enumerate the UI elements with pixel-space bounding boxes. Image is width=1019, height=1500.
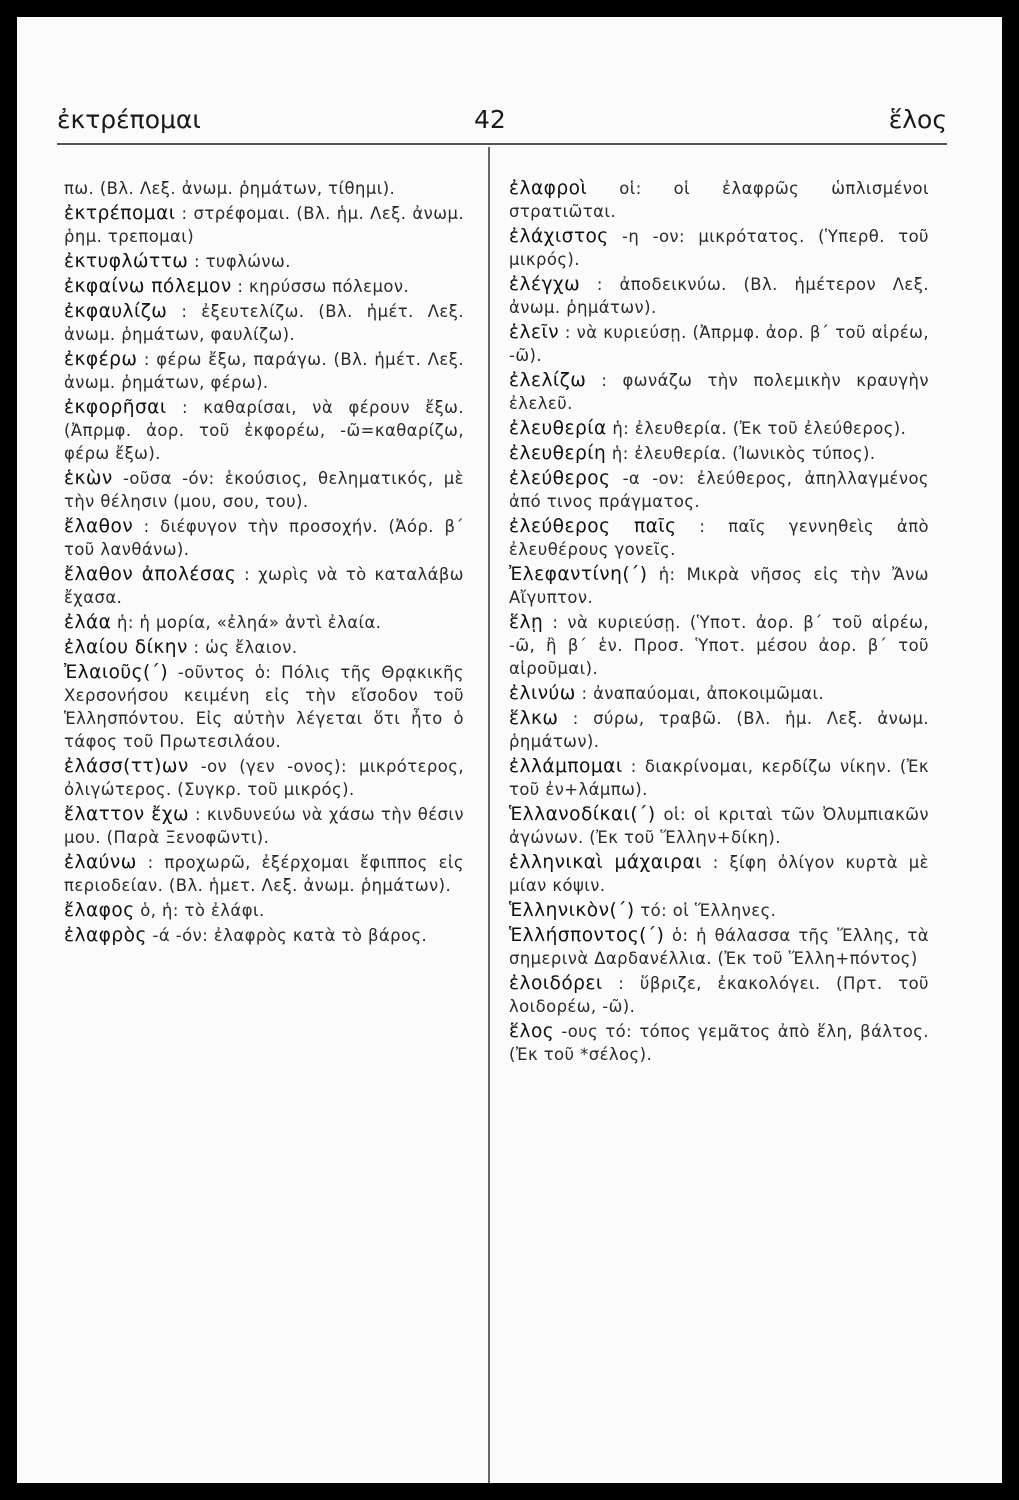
entry-headword: ἐλινύω — [509, 683, 576, 704]
entry-headword: ἐλάχιστος — [509, 226, 609, 247]
entry-headword: ἐλάα — [64, 612, 112, 633]
entry-headword: ἐλεύθερος — [509, 468, 611, 489]
entry-definition: : διέφυγον τὴν προσοχήν. (Ἀόρ. β΄ τοῦ λανθάνω). — [64, 517, 464, 559]
entry-definition: : ἀποδεικνύω. (Βλ. ἡμέτερον Λεξ. ἀνωμ. ῥημάτων). — [509, 275, 929, 317]
dictionary-entry — [509, 321, 929, 367]
entry-headword: ἐλευθερία — [509, 418, 607, 439]
dictionary-page — [17, 17, 1002, 1483]
entry-definition: : καθαρίσαι, νὰ φέρουν ἔξω. (Ἀπρμφ. ἀορ. τοῦ ἐκφορέω, -ῶ=καθαρίζω, φέρω ἔξω). — [64, 398, 464, 463]
entry-definition: -ά -όν: ἐλαφρὸς κατὰ τὸ βάρος. — [152, 926, 428, 945]
dictionary-entry — [64, 661, 464, 753]
entry-definition: -α -ον: ἐλεύθερος, ἀπηλλαγμένος ἀπό τινος πράγματος. — [509, 469, 929, 511]
entry-definition: -η -ον: μικρότατος. (Ὑπερθ. τοῦ μικρός). — [509, 227, 929, 269]
entry-headword: ἐλλάμπομαι — [509, 756, 623, 777]
entry-headword: ἐκφορῆσαι — [64, 397, 167, 418]
dictionary-entry — [509, 851, 929, 897]
entry-definition: τό: οἱ Ἕλληνες. — [640, 901, 777, 920]
entry-definition: : στρέφομαι. (Βλ. ἡμ. Λεξ. ἀνωμ. ῥημ. τρεπομαι) — [64, 204, 464, 246]
entry-headword: ἐκφαυλίζω — [64, 301, 168, 322]
entry-headword: ἐλελίζω — [509, 370, 587, 391]
entry-headword: ἐλαίου δίκην — [64, 637, 188, 658]
entry-headword: ἐκφαίνω πόλεμον — [64, 276, 232, 297]
entry-definition: ἡ: ἡ μορία, «ἐληά» ἀντὶ ἐλαία. — [117, 613, 382, 632]
entry-definition: οἱ: οἱ κριταὶ τῶν Ὀλυμπιακῶν ἀγώνων. (Ἐκ τοῦ Ἕλλην+δίκη). — [509, 805, 929, 847]
entry-headword: ἑλεῖν — [509, 322, 560, 343]
right-column — [509, 177, 929, 1068]
entry-headword: Ἑλλήσποντος(΄) — [509, 925, 665, 946]
header-rule — [57, 143, 947, 145]
entry-definition: πω. (Βλ. Λεξ. ἀνωμ. ῥημάτων, τίθημι). — [64, 179, 396, 198]
entry-definition: : ὡς ἔλαιον. — [193, 638, 298, 657]
entry-definition: ἡ: Μικρὰ νῆσος εἰς τὴν Ἄνω Αἴγυπτον. — [509, 565, 929, 607]
dictionary-entry — [64, 899, 464, 922]
dictionary-entry — [64, 803, 464, 849]
dictionary-entry — [509, 924, 929, 970]
entry-headword: ἐκτυφλώττω — [64, 251, 189, 272]
entry-definition: : παῖς γεννηθεὶς ἀπὸ ἐλευθέρους γονεῖς. — [509, 517, 929, 559]
dictionary-entry — [509, 273, 929, 319]
dictionary-entry — [509, 682, 929, 705]
dictionary-entry — [64, 348, 464, 394]
dictionary-entry — [509, 369, 929, 415]
entry-definition: : φέρω ἔξω, παράγω. (Βλ. ἡμέτ. Λεξ. ἀνωμ. ῥημάτων, φέρω). — [64, 350, 464, 392]
dictionary-entry — [509, 899, 929, 922]
dictionary-entry — [64, 300, 464, 346]
dictionary-entry — [64, 275, 464, 298]
entry-headword: ἐλαφροὶ — [509, 178, 588, 199]
entry-headword: ἔλαθον ἀπολέσας — [64, 564, 237, 585]
entry-definition: : φωνάζω τὴν πολεμικὴν κραυγὴν ἐλελεῦ. — [509, 371, 929, 413]
entry-definition: : νὰ κυριεύσῃ. (Ἀπρμφ. ἀορ. β΄ τοῦ αἱρέω, -ῶ). — [509, 323, 929, 365]
dictionary-entry — [64, 467, 464, 513]
entry-headword: Ἑλληνικὸν(΄) — [509, 900, 635, 921]
entry-headword: ἑλληνικαὶ μάχαιραι — [509, 852, 702, 873]
entry-headword: ἑκὼν — [64, 468, 113, 489]
entry-definition: : χωρὶς νὰ τὸ καταλάβω ἔχασα. — [64, 565, 464, 607]
dictionary-entry — [509, 1020, 929, 1066]
entry-definition: : ἐξευτελίζω. (Βλ. ἡμέτ. Λεξ. ἀνωμ. ῥημάτων, φαυλίζω). — [64, 302, 464, 344]
entry-definition: : νὰ κυριεύσῃ. (Ὑποτ. ἀορ. β΄ τοῦ αἱρέω, -ῶ, ἢ β΄ ἑν. Προσ. Ὑποτ. μέσου ἀορ. β΄ τοῦ αἱροῦμαι). — [509, 613, 929, 678]
entry-definition: οἱ: οἱ ἐλαφρῶς ὡπλισμένοι στρατιῶται. — [509, 179, 929, 221]
entry-headword: ἐλευθερίη — [509, 443, 607, 464]
entry-headword: ἔλαφος — [64, 900, 135, 921]
entry-definition: : σύρω, τραβῶ. (Βλ. ἡμ. Λεξ. ἀνωμ. ῥημάτων). — [509, 709, 929, 751]
entry-definition: : κινδυνεύω νὰ χάσω τὴν θέσιν μου. (Παρὰ Ξενοφῶντι). — [64, 805, 464, 847]
dictionary-entry — [64, 250, 464, 273]
entry-definition: : ὕβριζε, ἐκακολόγει. (Πρτ. τοῦ λοιδορέω, -ῶ). — [509, 974, 929, 1016]
entry-definition: ὁ: ἡ θάλασσα τῆς Ἕλλης, τὰ σημερινὰ Δαρδανέλλια. (Ἐκ τοῦ Ἕλλη+πόντος) — [509, 926, 929, 968]
dictionary-entry — [64, 755, 464, 801]
entry-headword: Ἑλλανοδίκαι(΄) — [509, 804, 656, 825]
entry-definition: : προχωρῶ, ἐξέρχομαι ἔφιππος εἰς περιοδείαν. (Βλ. ἡμετ. Λεξ. ἀνωμ. ῥημάτων). — [64, 853, 464, 895]
dictionary-entry — [509, 755, 929, 801]
entry-definition: ἡ: ἐλευθερία. (Ἰωνικὸς τύπος). — [611, 444, 876, 463]
dictionary-entry — [64, 396, 464, 465]
dictionary-entry — [509, 417, 929, 440]
entry-headword: ἐλοιδόρει — [509, 973, 603, 994]
dictionary-entry — [64, 202, 464, 248]
entry-headword: ἐλάσσ(ττ)ων — [64, 756, 189, 777]
page-header — [57, 105, 947, 145]
entry-definition: : τυφλώνω. — [193, 252, 291, 271]
dictionary-entry — [64, 177, 464, 200]
entry-headword: Ἐλεφαντίνη(΄) — [509, 564, 648, 585]
entry-headword: ἐλέγχω — [509, 274, 581, 295]
dictionary-entry — [64, 563, 464, 609]
entry-headword: ἕλκω — [509, 708, 559, 729]
dictionary-entry — [509, 563, 929, 609]
dictionary-entry — [64, 924, 464, 947]
dictionary-entry — [64, 515, 464, 561]
entry-definition: : ἀναπαύομαι, ἀποκοιμῶμαι. — [581, 684, 825, 703]
entry-definition: -οῦντος ὁ: Πόλις τῆς Θρᾳκικῆς Χερσονήσου κειμένη εἰς τὴν εἴσοδον τοῦ Ἑλλησπόντου. Εἰς αὐτὴν λέγεται ὅτι ἦτο ὁ τάφος τοῦ Πρωτεσιλάου. — [64, 663, 464, 751]
dictionary-entry — [64, 851, 464, 897]
dictionary-entry — [509, 972, 929, 1018]
entry-headword: ἐλαφρὸς — [64, 925, 147, 946]
column-divider — [488, 147, 490, 1483]
dictionary-entry — [509, 467, 929, 513]
entry-headword: ἕλος — [509, 1021, 555, 1042]
dictionary-entry — [509, 611, 929, 680]
entry-headword: ἕλῃ — [509, 612, 544, 633]
dictionary-entry — [64, 636, 464, 659]
entry-definition: ὁ, ἡ: τὸ ἐλάφι. — [140, 901, 265, 920]
entry-definition: -ον (γεν -ονος): μικρότερος, ὀλιγώτερος. (Συγκρ. τοῦ μικρός). — [64, 757, 464, 799]
dictionary-entry — [509, 225, 929, 271]
entry-headword: ἐκτρέπομαι — [64, 203, 176, 224]
entry-headword: ἐλαύνω — [64, 852, 137, 873]
entry-headword: ἔλαθον — [64, 516, 134, 537]
header-first-entry: ἐκτρέπομαι — [57, 105, 201, 134]
entry-headword: ἔλαττον ἔχω — [64, 804, 189, 825]
entry-definition: ἡ: ἐλευθερία. (Ἐκ τοῦ ἐλεύθερος). — [612, 419, 907, 438]
dictionary-entry — [509, 177, 929, 223]
entry-headword: ἐλεύθερος παῖς — [509, 516, 677, 537]
dictionary-entry — [64, 611, 464, 634]
dictionary-entry — [509, 515, 929, 561]
dictionary-entry — [509, 707, 929, 753]
left-column — [64, 177, 464, 949]
dictionary-entry — [509, 442, 929, 465]
entry-headword: ἐκφέρω — [64, 349, 138, 370]
entry-definition: : κηρύσσω πόλεμον. — [237, 277, 410, 296]
entry-definition: : ξίφη ὀλίγον κυρτὰ μὲ μίαν κόψιν. — [509, 853, 929, 895]
header-last-entry: ἕλος — [888, 105, 947, 134]
entry-definition: -οῦσα -όν: ἑκούσιος, θεληματικός, μὲ τὴν θέλησιν (μου, σου, του). — [64, 469, 464, 511]
page-number: 42 — [474, 105, 506, 134]
entry-definition: -ους τό: τόπος γεμᾶτος ἀπὸ ἕλη, βάλτος. (Ἐκ τοῦ *σέλος). — [509, 1022, 929, 1064]
entry-definition: : διακρίνομαι, κερδίζω νίκην. (Ἐκ τοῦ ἐν+λάμπω). — [509, 757, 929, 799]
dictionary-entry — [509, 803, 929, 849]
entry-headword: Ἐλαιοῦς(΄) — [64, 662, 169, 683]
